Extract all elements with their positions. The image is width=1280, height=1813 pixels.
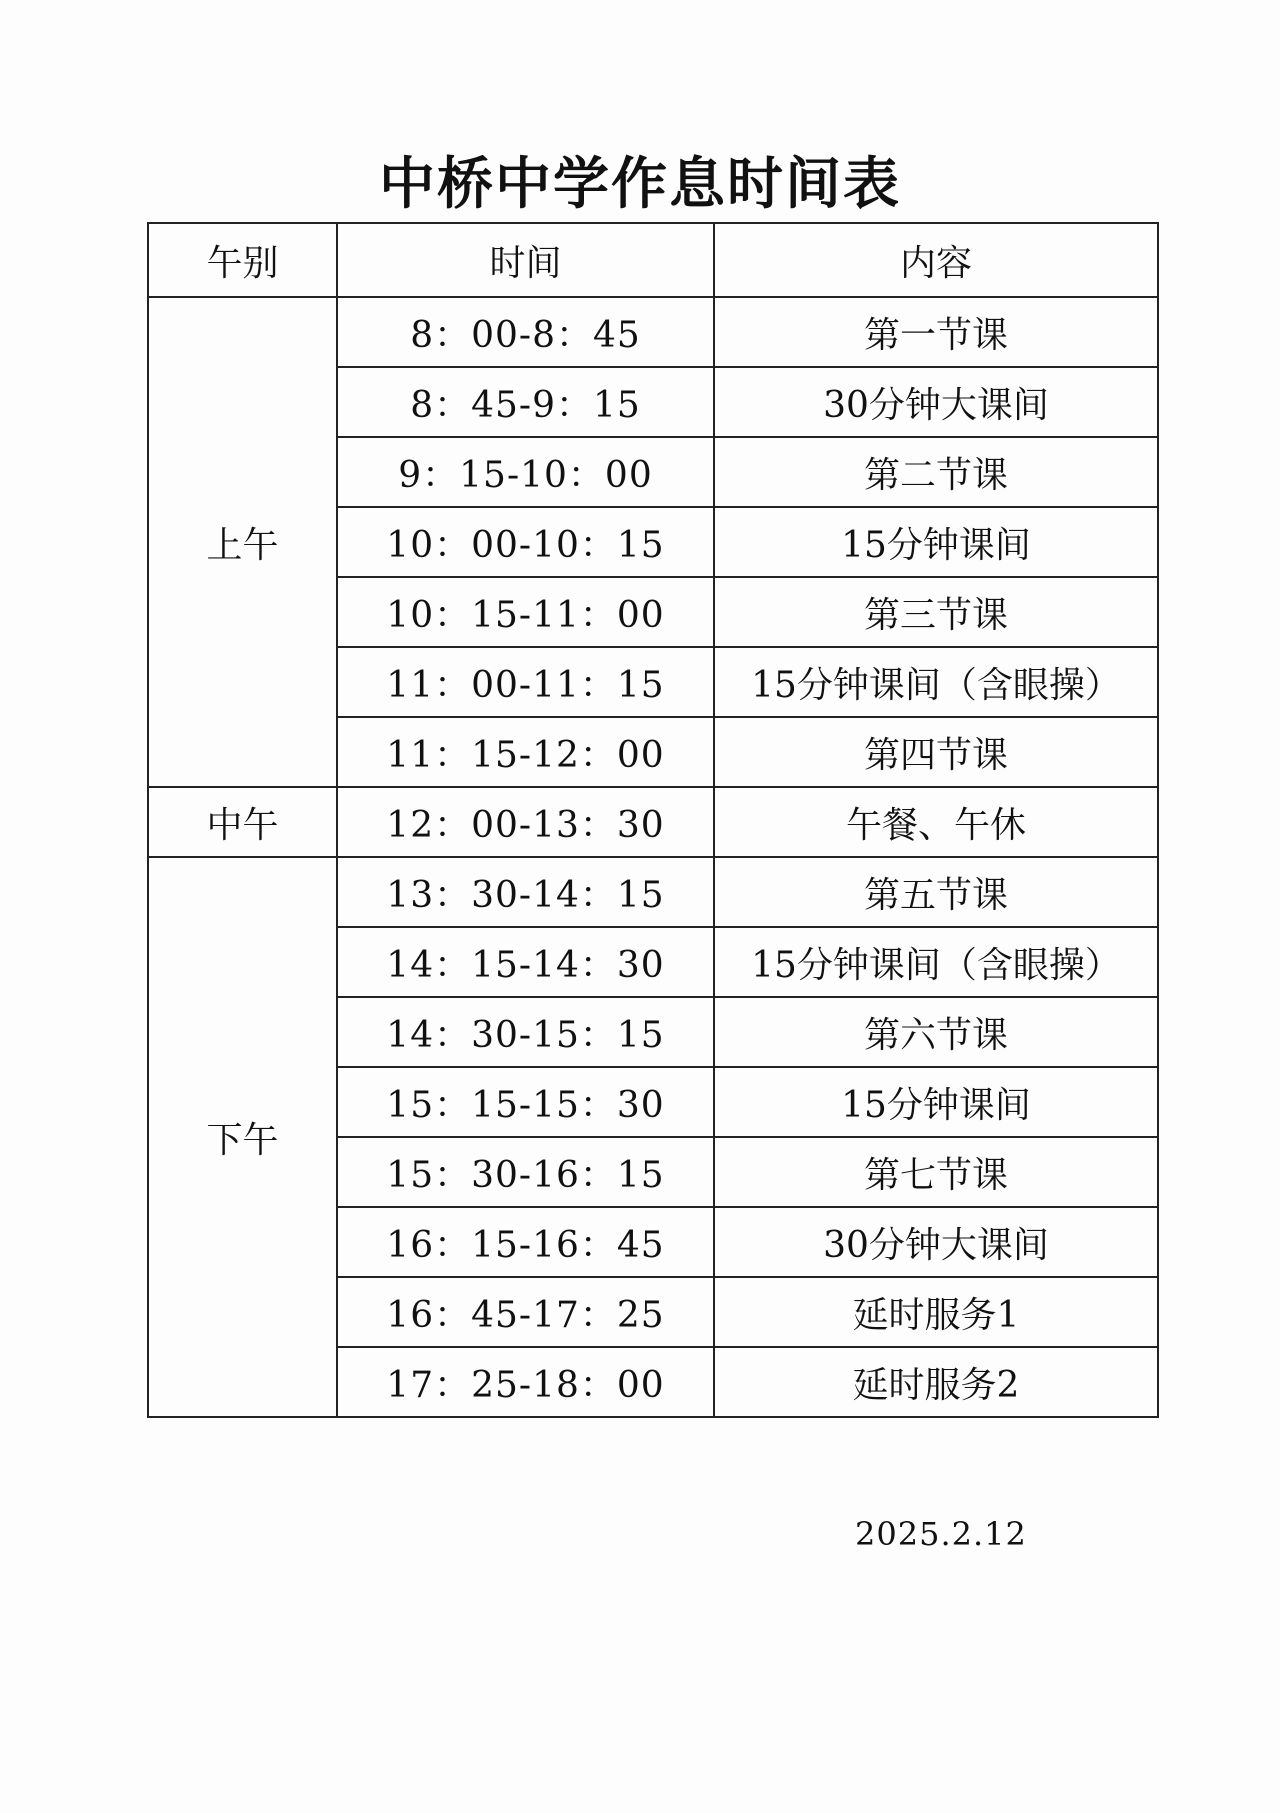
- time-cell: 14：30-15：15: [337, 997, 714, 1067]
- header-period: 午别: [148, 223, 337, 297]
- content-cell: 15分钟课间（含眼操）: [714, 927, 1158, 997]
- table-row: [148, 857, 1158, 927]
- period-afternoon: 下午: [148, 857, 337, 1417]
- time-cell: 11：15-12：00: [337, 717, 714, 787]
- content-cell: 第七节课: [714, 1137, 1158, 1207]
- time-cell: 8：00-8：45: [337, 297, 714, 367]
- time-cell: 10：15-11：00: [337, 577, 714, 647]
- time-cell: 11：00-11：15: [337, 647, 714, 717]
- period-morning: 上午: [148, 297, 337, 787]
- content-cell: 30分钟大课间: [714, 367, 1158, 437]
- content-cell: 第六节课: [714, 997, 1158, 1067]
- time-cell: 16：15-16：45: [337, 1207, 714, 1277]
- content-cell: 第二节课: [714, 437, 1158, 507]
- time-cell: 15：30-16：15: [337, 1137, 714, 1207]
- content-cell: 15分钟课间: [714, 507, 1158, 577]
- time-cell: 17：25-18：00: [337, 1347, 714, 1417]
- header-row: [148, 223, 1158, 297]
- time-cell: 15：15-15：30: [337, 1067, 714, 1137]
- content-cell: 15分钟课间（含眼操）: [714, 647, 1158, 717]
- content-cell: 延时服务2: [714, 1347, 1158, 1417]
- header-time: 时间: [337, 223, 714, 297]
- time-cell: 14：15-14：30: [337, 927, 714, 997]
- content-cell: 第四节课: [714, 717, 1158, 787]
- schedule-table: [147, 222, 1159, 1418]
- table-row: [148, 787, 1158, 857]
- content-cell: 15分钟课间: [714, 1067, 1158, 1137]
- content-cell: 30分钟大课间: [714, 1207, 1158, 1277]
- time-cell: 13：30-14：15: [337, 857, 714, 927]
- period-noon: 中午: [148, 787, 337, 857]
- header-content: 内容: [714, 223, 1158, 297]
- page-title: 中桥中学作息时间表: [379, 152, 901, 217]
- table-row: [148, 297, 1158, 367]
- time-cell: 16：45-17：25: [337, 1277, 714, 1347]
- time-cell: 8：45-9：15: [337, 367, 714, 437]
- time-cell: 10：00-10：15: [337, 507, 714, 577]
- content-cell: 第三节课: [714, 577, 1158, 647]
- time-cell: 12：00-13：30: [337, 787, 714, 857]
- content-cell: 午餐、午休: [714, 787, 1158, 857]
- time-cell: 9：15-10：00: [337, 437, 714, 507]
- document-date: 2025.2.12: [855, 1515, 1027, 1553]
- content-cell: 第一节课: [714, 297, 1158, 367]
- content-cell: 延时服务1: [714, 1277, 1158, 1347]
- content-cell: 第五节课: [714, 857, 1158, 927]
